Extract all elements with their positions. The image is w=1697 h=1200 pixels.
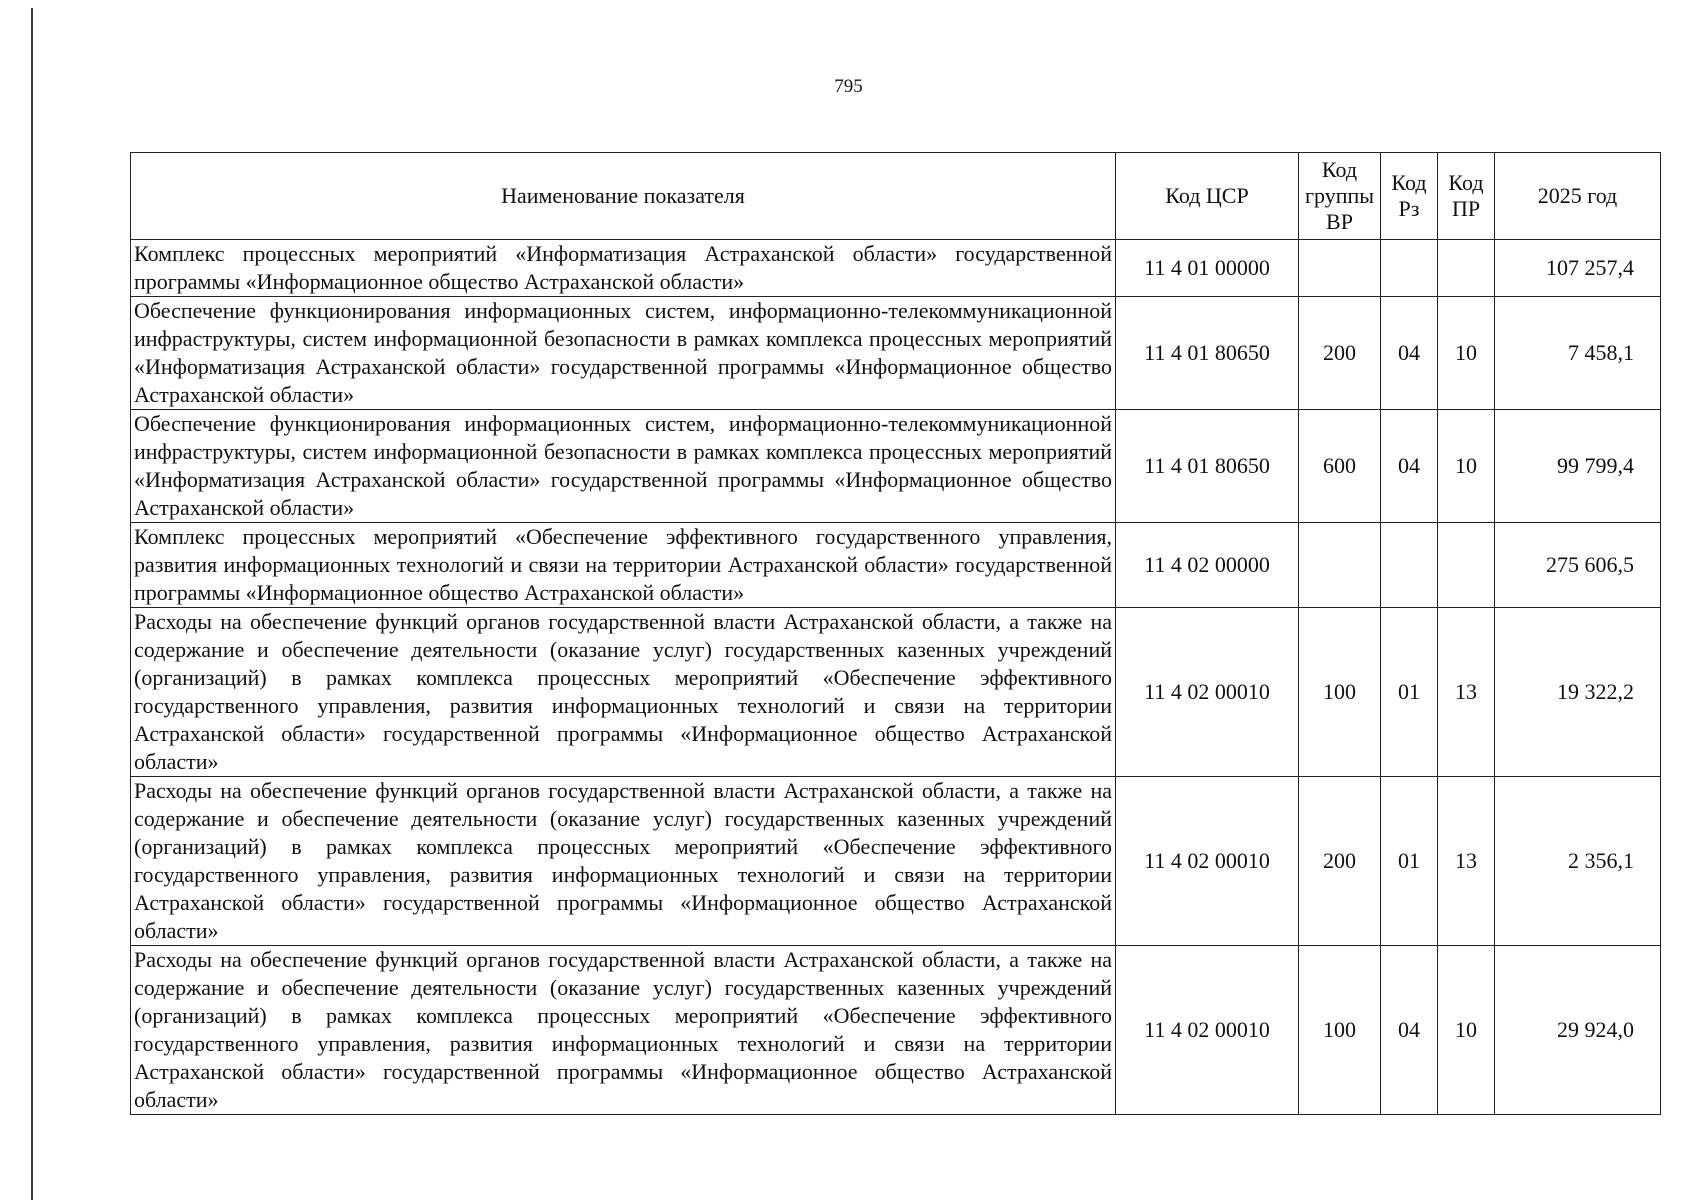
row-vr-code: 200	[1299, 297, 1381, 410]
row-vr-code: 200	[1299, 777, 1381, 946]
row-vr-code	[1299, 523, 1381, 608]
row-name: Расходы на обеспечение функций органов государственной власти Астраханской области, а также на содержание и обеспечение деятельности (оказание услуг) государственных казенных учреждений (организаций) в рамках комплекса процессных мероприятий «Обеспечение эффективного государственного управления, развития информационных технологий и связи на территории Астраханской области» государственной программы «Информационное общество Астраханской области»	[131, 777, 1116, 946]
row-rz-code: 01	[1381, 777, 1438, 946]
header-csr-code: Код ЦСР	[1116, 153, 1299, 240]
row-csr-code: 11 4 01 00000	[1116, 240, 1299, 297]
row-pr-code: 13	[1438, 608, 1495, 777]
row-amount: 7 458,1	[1495, 297, 1661, 410]
row-csr-code: 11 4 02 00000	[1116, 523, 1299, 608]
row-vr-code: 100	[1299, 946, 1381, 1115]
header-pr-code: Код ПР	[1438, 153, 1495, 240]
row-rz-code	[1381, 523, 1438, 608]
row-rz-code	[1381, 240, 1438, 297]
row-name: Комплекс процессных мероприятий «Информатизация Астраханской области» государственной программы «Информационное общество Астраханской области»	[131, 240, 1116, 297]
table-row	[131, 777, 1661, 946]
row-amount: 29 924,0	[1495, 946, 1661, 1115]
row-name: Обеспечение функционирования информационных систем, информационно-телекоммуникационной инфраструктуры, систем информационной безопасности в рамках комплекса процессных мероприятий «Информатизация Астраханской области» государственной программы «Информационное общество Астраханской области»	[131, 297, 1116, 410]
header-rz-code: Код Рз	[1381, 153, 1438, 240]
row-pr-code: 10	[1438, 297, 1495, 410]
row-csr-code: 11 4 02 00010	[1116, 777, 1299, 946]
row-name: Расходы на обеспечение функций органов государственной власти Астраханской области, а также на содержание и обеспечение деятельности (оказание услуг) государственных казенных учреждений (организаций) в рамках комплекса процессных мероприятий «Обеспечение эффективного государственного управления, развития информационных технологий и связи на территории Астраханской области» государственной программы «Информационное общество Астраханской области»	[131, 608, 1116, 777]
row-amount: 275 606,5	[1495, 523, 1661, 608]
row-vr-code: 100	[1299, 608, 1381, 777]
row-amount: 107 257,4	[1495, 240, 1661, 297]
header-name: Наименование показателя	[131, 153, 1116, 240]
table-row	[131, 946, 1661, 1115]
row-csr-code: 11 4 01 80650	[1116, 410, 1299, 523]
page-number: 795	[834, 76, 863, 97]
table-row	[131, 297, 1661, 410]
row-name: Комплекс процессных мероприятий «Обеспечение эффективного государственного управления, развития информационных технологий и связи на территории Астраханской области» государственной программы «Информационное общество Астраханской области»	[131, 523, 1116, 608]
row-amount: 19 322,2	[1495, 608, 1661, 777]
page-binding-line	[31, 8, 33, 1200]
row-pr-code	[1438, 523, 1495, 608]
row-name: Расходы на обеспечение функций органов государственной власти Астраханской области, а также на содержание и обеспечение деятельности (оказание услуг) государственных казенных учреждений (организаций) в рамках комплекса процессных мероприятий «Обеспечение эффективного государственного управления, развития информационных технологий и связи на территории Астраханской области» государственной программы «Информационное общество Астраханской области»	[131, 946, 1116, 1115]
row-amount: 2 356,1	[1495, 777, 1661, 946]
header-year: 2025 год	[1495, 153, 1661, 240]
row-vr-code	[1299, 240, 1381, 297]
budget-table	[130, 152, 1661, 1115]
row-rz-code: 04	[1381, 946, 1438, 1115]
row-csr-code: 11 4 01 80650	[1116, 297, 1299, 410]
row-csr-code: 11 4 02 00010	[1116, 946, 1299, 1115]
table-row	[131, 608, 1661, 777]
row-name: Обеспечение функционирования информационных систем, информационно-телекоммуникационной инфраструктуры, систем информационной безопасности в рамках комплекса процессных мероприятий «Информатизация Астраханской области» государственной программы «Информационное общество Астраханской области»	[131, 410, 1116, 523]
table-row	[131, 410, 1661, 523]
row-pr-code: 10	[1438, 946, 1495, 1115]
table-row	[131, 523, 1661, 608]
row-rz-code: 04	[1381, 297, 1438, 410]
table-header-row	[131, 153, 1661, 240]
row-amount: 99 799,4	[1495, 410, 1661, 523]
row-pr-code	[1438, 240, 1495, 297]
row-rz-code: 01	[1381, 608, 1438, 777]
row-vr-code: 600	[1299, 410, 1381, 523]
table-row	[131, 240, 1661, 297]
budget-table-container	[130, 152, 1660, 1115]
row-pr-code: 13	[1438, 777, 1495, 946]
header-vr-group-code: Код группы ВР	[1299, 153, 1381, 240]
row-csr-code: 11 4 02 00010	[1116, 608, 1299, 777]
row-pr-code: 10	[1438, 410, 1495, 523]
row-rz-code: 04	[1381, 410, 1438, 523]
